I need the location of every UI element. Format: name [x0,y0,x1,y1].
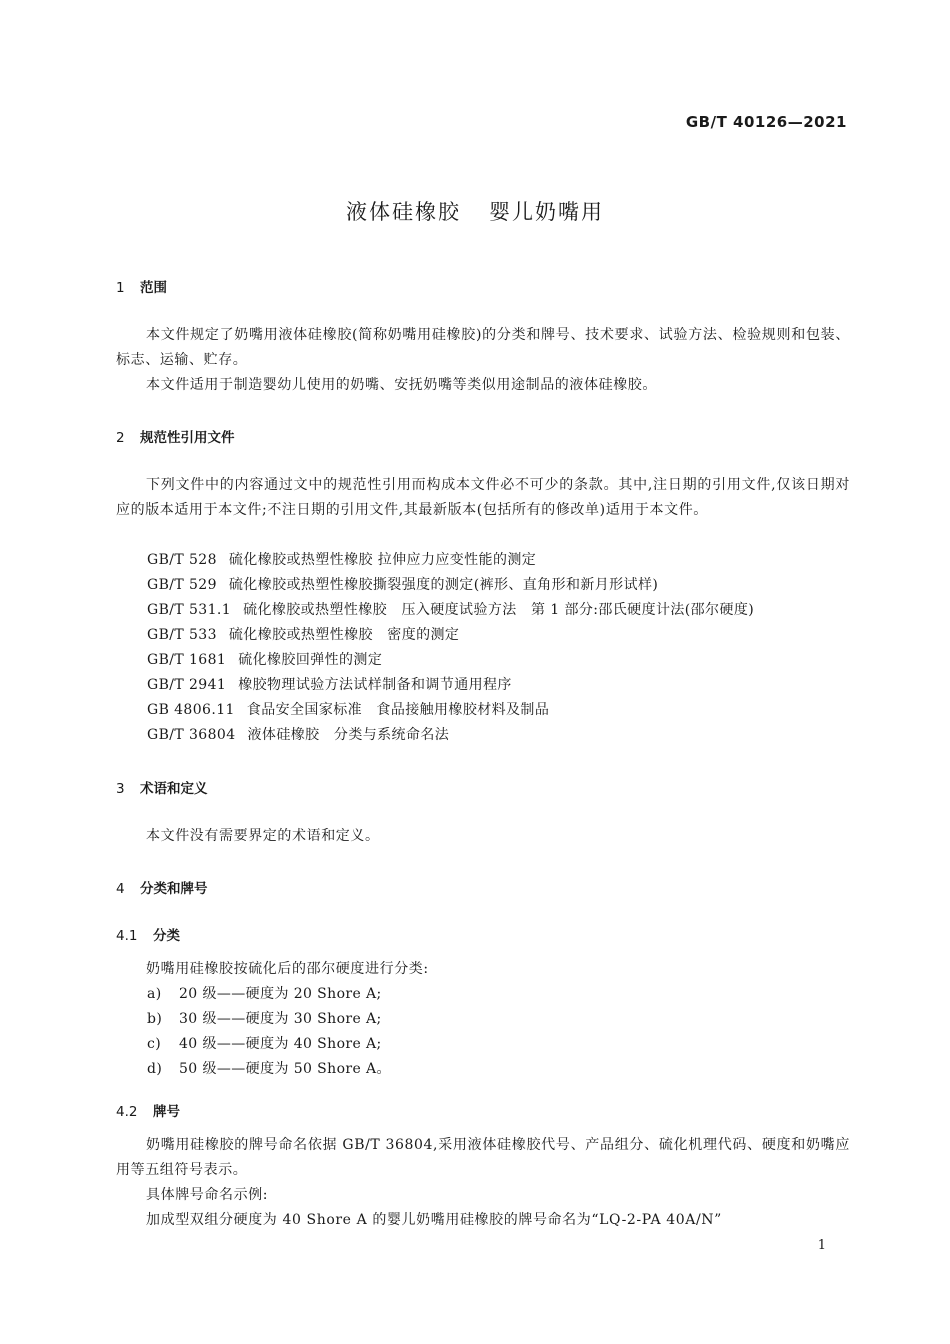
page-number: 1 [817,1238,826,1253]
list-item: c) 40 级——硬度为 40 Shore A; [147,1036,382,1052]
reference-item: GB/T 533 硫化橡胶或热塑性橡胶 密度的测定 [147,627,460,643]
section-4-2-paragraph-2: 具体牌号命名示例: [146,1187,269,1203]
reference-item: GB/T 528 硫化橡胶或热塑性橡胶 拉伸应力应变性能的测定 [147,552,537,568]
reference-item: GB/T 36804 液体硅橡胶 分类与系统命名法 [147,727,450,743]
reference-item: GB/T 529 硫化橡胶或热塑性橡胶撕裂强度的测定(裤形、直角形和新月形试样) [147,577,659,593]
section-1-heading: 1 范围 [116,280,167,296]
section-4-heading: 4 分类和牌号 [116,881,208,897]
section-2-heading: 2 规范性引用文件 [116,430,235,446]
title-part-1: 液体硅橡胶 [346,200,461,224]
title-part-2: 婴儿奶嘴用 [489,200,604,224]
list-item: a) 20 级——硬度为 20 Shore A; [147,986,382,1002]
section-1-paragraph-2: 本文件适用于制造婴幼儿使用的奶嘴、安抚奶嘴等类似用途制品的液体硅橡胶。 [146,377,657,393]
standard-code: GB/T 40126—2021 [685,113,847,131]
document-title [0,196,950,226]
section-3-paragraph-1: 本文件没有需要界定的术语和定义。 [146,828,380,844]
section-4-2-paragraph-3: 加成型双组分硬度为 40 Shore A 的婴儿奶嘴用硅橡胶的牌号命名为“LQ-2-PA 40A/N” [146,1212,722,1228]
list-item: b) 30 级——硬度为 30 Shore A; [147,1011,382,1027]
section-4-2-paragraph-1: 奶嘴用硅橡胶的牌号命名依据 GB/T 36804,采用液体硅橡胶代号、产品组分、硫化机理代码、硬度和奶嘴应用等五组符号表示。 [116,1137,850,1178]
section-2-paragraph-1: 下列文件中的内容通过文中的规范性引用而构成本文件必不可少的条款。其中,注日期的引用文件,仅该日期对应的版本适用于本文件;不注日期的引用文件,其最新版本(包括所有的修改单)适用于本文件。 [116,477,850,518]
section-4-2-heading: 4.2 牌号 [116,1104,180,1120]
reference-item: GB/T 531.1 硫化橡胶或热塑性橡胶 压入硬度试验方法 第 1 部分:邵氏硬度计法(邵尔硬度) [147,602,755,618]
reference-item: GB/T 2941 橡胶物理试验方法试样制备和调节通用程序 [147,677,512,693]
reference-item: GB 4806.11 食品安全国家标准 食品接触用橡胶材料及制品 [147,702,550,718]
section-1-paragraph-1: 本文件规定了奶嘴用液体硅橡胶(简称奶嘴用硅橡胶)的分类和牌号、技术要求、试验方法、检验规则和包装、标志、运输、贮存。 [116,327,850,368]
section-4-1-heading: 4.1 分类 [116,928,180,944]
section-3-heading: 3 术语和定义 [116,781,208,797]
reference-item: GB/T 1681 硫化橡胶回弹性的测定 [147,652,383,668]
section-4-1-paragraph-1: 奶嘴用硅橡胶按硫化后的邵尔硬度进行分类: [146,961,429,977]
list-item: d) 50 级——硬度为 50 Shore A。 [147,1061,391,1077]
